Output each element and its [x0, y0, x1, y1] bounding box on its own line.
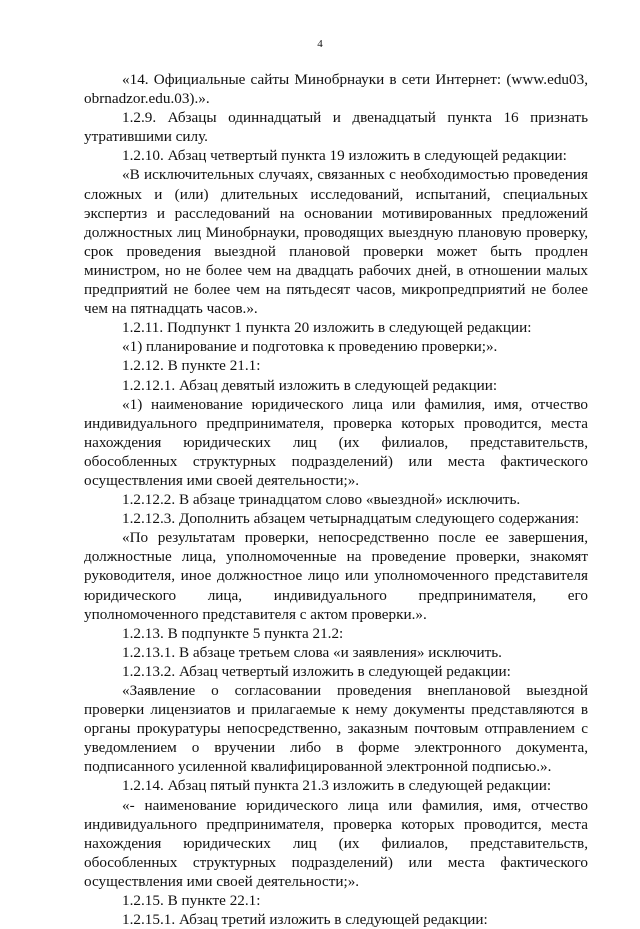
document-body [84, 70, 588, 929]
paragraph: 1.2.12.1. Абзац девятый изложить в следующей редакции: [122, 376, 498, 394]
paragraph: «В исключительных случаях, связанных с необходимостью проведения сложных и (или) длительных исследований, испытаний, специальных экспертиз и расследований на основании мотивированных предложений должностных лиц Минобрнауки, проводящих выездную плановую проверку, срок проведения выездной плановой проверки может быть продлен министром, но не более чем на двадцать рабочих дней, в отношении малых предприятий не более чем на пятьдесят часов, микропредприятий не более чем на пятнадцать часов.». [84, 166, 588, 318]
paragraph: «14. Официальные сайты Минобрнауки в сети Интернет: (www.edu03, obrnadzor.edu.03).». [84, 71, 588, 108]
paragraph: 1.2.13. В подпункте 5 пункта 21.2: [122, 624, 344, 642]
paragraph: 1.2.14. Абзац пятый пункта 21.3 изложить в следующей редакции: [122, 777, 552, 795]
paragraph: «- наименование юридического лица или фамилия, имя, отчество индивидуального предпринимателя, проверка которых проводится, места нахождения юридических лиц (их филиалов, представительств, обособленных структурных подразделений) или места фактического осуществления ими своей деятельности;». [84, 796, 588, 890]
paragraph: 1.2.11. Подпункт 1 пункта 20 изложить в следующей редакции: [122, 319, 532, 337]
paragraph: 1.2.12.2. В абзаце тринадцатом слово «выездной» исключить. [122, 491, 521, 509]
paragraph: 1.2.12.3. Дополнить абзацем четырнадцатым следующего содержания: [122, 510, 580, 528]
paragraph: «По результатам проверки, непосредственно после ее завершения, должностные лица, уполномоченные на проведение проверки, знакомят руководителя, иное должностное лицо или уполномоченного представителя юридического лица, индивидуального предпринимателя, его уполномоченного представителя с актом проверки.». [84, 529, 588, 623]
paragraph: 1.2.9. Абзацы одиннадцатый и двенадцатый пункта 16 признать утратившими силу. [84, 109, 588, 146]
page-number: 4 [317, 38, 323, 50]
paragraph: «1) планирование и подготовка к проведению проверки;». [122, 338, 498, 356]
paragraph: «1) наименование юридического лица или фамилия, имя, отчество индивидуального предпринимателя, проверка которых проводится, места нахождения юридических лиц (их филиалов, представительств, обособленных структурных подразделений) или места фактического осуществления ими своей деятельности;». [84, 395, 588, 489]
paragraph: «Заявление о согласовании проведения внеплановой выездной проверки лицензиатов и прилагаемые к нему документы представляются в органы прокуратуры непосредственно, заказным почтовым отправлением с уведомлением о вручении либо в форме электронного документа, подписанного усиленной квалифицированной электронной подписью.». [84, 682, 588, 776]
paragraph: 1.2.15.1. Абзац третий изложить в следующей редакции: [122, 911, 488, 929]
paragraph: 1.2.10. Абзац четвертый пункта 19 изложить в следующей редакции: [122, 147, 567, 165]
paragraph: 1.2.15. В пункте 22.1: [122, 892, 261, 910]
paragraph: 1.2.13.2. Абзац четвертый изложить в следующей редакции: [122, 662, 511, 680]
paragraph: 1.2.12. В пункте 21.1: [122, 357, 261, 375]
paragraph: 1.2.13.1. В абзаце третьем слова «и заявления» исключить. [122, 643, 502, 661]
